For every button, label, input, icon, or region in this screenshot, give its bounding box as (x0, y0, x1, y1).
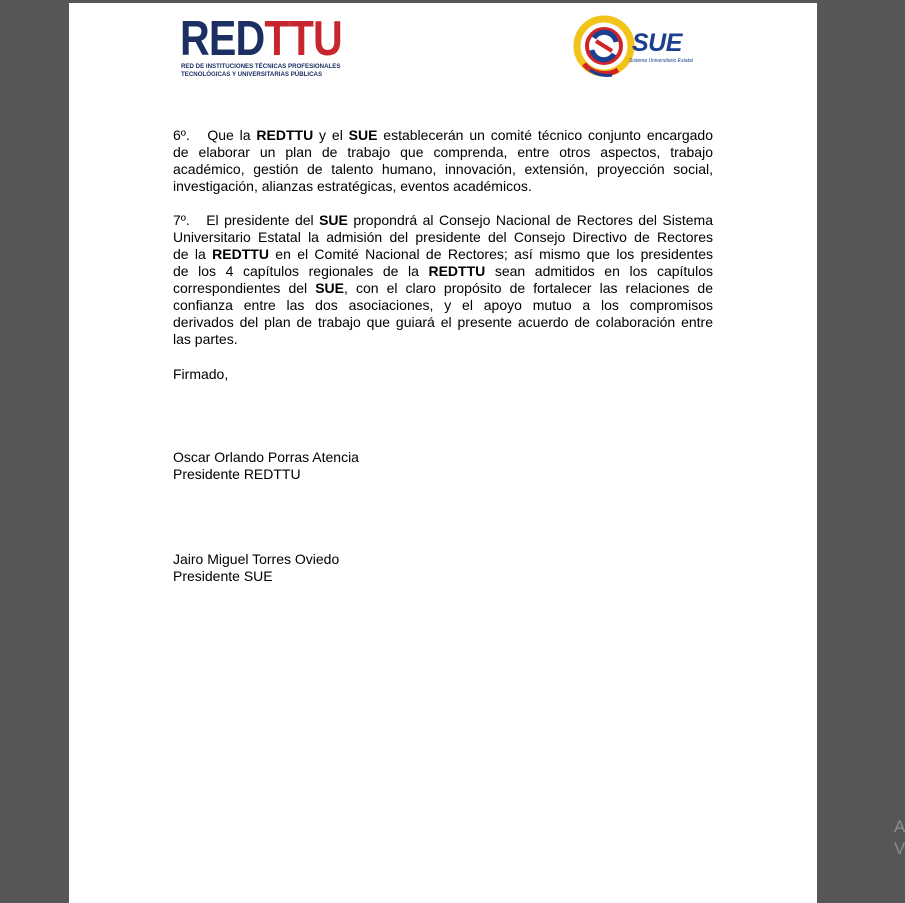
activation-watermark (894, 816, 903, 860)
document-page (69, 3, 817, 903)
clause-6-paragraph (173, 127, 713, 195)
redttu-subtitle-line1: RED DE INSTITUCIONES TÉCNICAS PROFESIONALES (181, 63, 341, 70)
clause-6-number: 6º. (173, 127, 208, 143)
bold-entity-name: REDTTU (212, 246, 269, 262)
signatory-1-role: Presidente REDTTU (173, 466, 301, 482)
redttu-logo (180, 12, 342, 85)
watermark-line2: V (894, 839, 905, 858)
bold-entity-name: SUE (348, 127, 378, 143)
redttu-wordmark (180, 12, 342, 66)
redttu-wordmark-ttu: TTU (264, 12, 342, 66)
clause-7-line: Universitario Estatal la admisión del presidente del Consejo Directivo de Rectores (173, 229, 713, 245)
clause-6-line: 6º. Que la REDTTU y el SUE establecerán un comité técnico conjunto encargado (173, 127, 713, 143)
bold-entity-name: SUE (315, 280, 344, 296)
signatory-2-name: Jairo Miguel Torres Oviedo (173, 551, 340, 567)
bold-entity-name: SUE (319, 212, 348, 228)
bold-entity-name: REDTTU (256, 127, 314, 143)
signatory-2-role: Presidente SUE (173, 568, 273, 584)
clause-7-number: 7º. (173, 212, 207, 228)
sue-logo (572, 8, 702, 83)
clause-6-line: de elaborar un plan de trabajo que comprenda, entre otros aspectos, trabajo (173, 144, 713, 160)
clause-6-line: académico, gestión de talento humano, innovación, extensión, proyección social, (173, 161, 713, 177)
signatory-1-name: Oscar Orlando Porras Atencia (173, 449, 359, 465)
clause-7-line: 7º. El presidente del SUE propondrá al Consejo Nacional de Rectores del Sistema (173, 212, 714, 228)
clause-6-line: investigación, alianzas estratégicas, eventos académicos. (173, 178, 532, 194)
clause-7-paragraph (173, 212, 713, 348)
sue-emblem-icon (572, 8, 634, 83)
signed-label: Firmado, (173, 366, 229, 382)
redttu-subtitle-line2: TECNOLÓGICAS Y UNIVERSITARIAS PÚBLICAS (181, 71, 323, 78)
clause-7-line: de los 4 capítulos regionales de la REDTTU sean admitidos en los capítulos (173, 263, 713, 279)
sue-wordmark: SUE (632, 29, 682, 57)
watermark-line1: A (894, 817, 905, 836)
sue-subtitle: Sistema Universitario Estatal (629, 58, 693, 64)
bold-entity-name: REDTTU (428, 263, 486, 279)
clause-7-line: de la REDTTU en el Comité Nacional de Rectores; así mismo que los presidentes (173, 246, 713, 262)
clause-7-line: correspondientes del SUE, con el claro propósito de fortalecer las relaciones de (173, 280, 713, 296)
clause-7-line: derivados del plan de trabajo que guiará el presente acuerdo de colaboración entre (173, 314, 713, 330)
redttu-wordmark-red: RED (180, 12, 265, 66)
clause-7-line: las partes. (173, 331, 238, 347)
clause-7-line: confianza entre las dos asociaciones, y el apoyo mutuo a los compromisos (173, 297, 713, 313)
